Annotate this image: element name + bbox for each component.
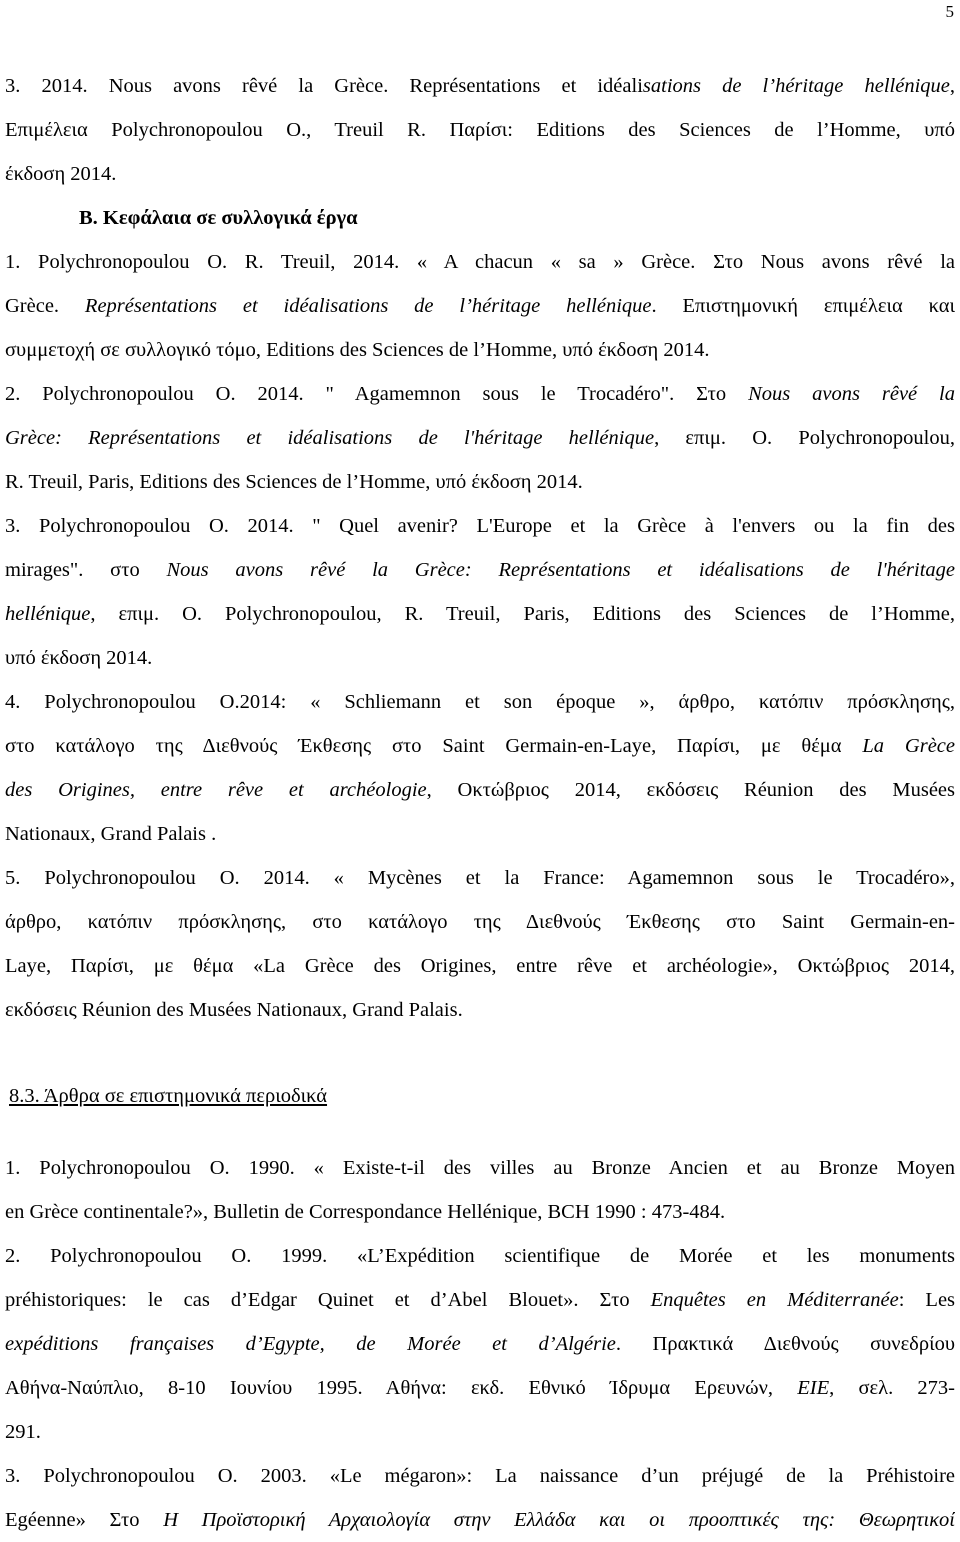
text: , επιμ. O. Polychronopoulou, R. Treuil, Paris, Editions des Sciences de l’Homme,: [90, 603, 955, 625]
ref-a3-line-3: έκδοση 2014.: [5, 163, 117, 185]
ref-b2-line-2: [5, 416, 955, 460]
italic-title: Enquêtes en Méditerranée: [650, 1289, 899, 1311]
spacer: [5, 1032, 955, 1074]
italic-title: Η Προϊστορική Αρχαιολογία στην Ελλάδα και οι προοπτικές της: Θεωρητικοί: [163, 1509, 955, 1531]
ref-b1-line-2: [5, 284, 955, 328]
ref-b3-line-1: 3. Polychronopoulou O. 2014. " Quel avenir? L'Europe et la Grèce à l'envers ou la fin des: [5, 515, 955, 537]
text: Αθήνα-Ναύπλιο, 8-10 Ιουνίου 1995. Αθήνα: εκδ. Εθνικό Ίδρυμα Ερευνών,: [5, 1377, 798, 1399]
ref-b3-line-4: υπό έκδοση 2014.: [5, 647, 153, 669]
text: 3. 2014. Nous avons rêvé la Grèce. Représentations et idéali: [5, 75, 643, 97]
ref-83-2-line-3: [5, 1322, 955, 1366]
italic-title: sations de l’héritage hellénique: [642, 75, 950, 97]
italic-title: Nous avons rêvé la: [748, 383, 955, 405]
italic-title: expéditions françaises d’Egypte, de Morée et d’Algérie: [5, 1333, 616, 1355]
text: στο κατάλογο της Διεθνούς Έκθεσης στο Saint Germain-en-Laye, Παρίσι, με θέμα: [5, 735, 863, 757]
text: : Les: [898, 1289, 955, 1311]
section-8-3-heading: [5, 1074, 955, 1118]
ref-b4-line-2: [5, 724, 955, 768]
italic-title: hellénique: [5, 603, 91, 625]
ref-b3-line-2: [5, 548, 955, 592]
text: préhistoriques: le cas d’Edgar Quinet et d’Abel Blouet». Στο: [5, 1289, 651, 1311]
ref-b5-line-1: 5. Polychronopoulou O. 2014. « Mycènes et la France: Agamemnon sous le Trocadéro»,: [5, 867, 955, 889]
ref-b5-line-3: Laye, Παρίσι, με θέμα «La Grèce des Origines, entre rêve et archéologie», Οκτώβριος 2014,: [5, 955, 955, 977]
page-number: 5: [945, 2, 954, 21]
ref-83-2-line-5: 291.: [5, 1421, 41, 1443]
ref-b4-line-3: [5, 768, 955, 812]
text: 2. Polychronopoulou O. 2014. " Agamemnon sous le Trocadéro". Στο: [5, 383, 749, 405]
text: Grèce.: [5, 295, 85, 317]
text: mirages". στο: [5, 559, 167, 581]
ref-83-3-line-2: [5, 1498, 955, 1542]
ref-b3-line-3: [5, 592, 955, 636]
ref-b4-line-1: 4. Polychronopoulou O.2014: « Schliemann et son époque », άρθρο, κατόπιν πρόσκλησης,: [5, 691, 955, 713]
ref-83-2-line-1: 2. Polychronopoulou O. 1999. «L’Expédition scientifique de Morée et les monuments: [5, 1245, 955, 1267]
ref-b5-line-4: εκδόσεις Réunion des Musées Nationaux, Grand Palais.: [5, 999, 463, 1021]
ref-a3-line-1: [5, 64, 955, 108]
ref-83-1-line-1: 1. Polychronopoulou O. 1990. « Existe-t-il des villes au Bronze Ancien et au Bronze Moyen: [5, 1157, 955, 1179]
ref-83-2-line-2: [5, 1278, 955, 1322]
italic-title: La Grèce: [862, 735, 955, 757]
italic-title: Nous avons rêvé la Grèce: Représentations et idéalisations de l'héritage: [166, 559, 955, 581]
text: Egéenne» Στο: [5, 1509, 164, 1531]
ref-a3-line-2: Επιμέλεια Polychronopoulou O., Treuil R. Παρίσι: Editions des Sciences de l’Homme, υπό: [5, 119, 955, 141]
ref-83-1-line-2: en Grèce continentale?», Bulletin de Correspondance Hellénique, BCH 1990 : 473-484.: [5, 1201, 726, 1223]
ref-b1-line-3: συμμετοχή σε συλλογικό τόμο, Editions des Sciences de l’Homme, υπό έκδοση 2014.: [5, 339, 710, 361]
spacer: [5, 1118, 955, 1146]
italic-title: des Origines, entre rêve et archéologie: [5, 779, 427, 801]
text: . Πρακτικά Διεθνούς συνεδρίου: [615, 1333, 955, 1355]
ref-b2-line-3: R. Treuil, Paris, Editions des Sciences de l’Homme, υπό έκδοση 2014.: [5, 471, 583, 493]
ref-83-3-line-1: 3. Polychronopoulou O. 2003. «Le mégaron»: La naissance d’un préjugé de la Préhistoire: [5, 1465, 955, 1487]
section-b-heading: B. Κεφάλαια σε συλλογικά έργα: [79, 207, 358, 229]
text: . Επιστημονική επιμέλεια και: [651, 295, 955, 317]
text: ,: [949, 75, 955, 97]
document-body: [5, 64, 955, 1542]
ref-b1-line-1: 1. Polychronopoulou O. R. Treuil, 2014. « A chacun « sa » Grèce. Στο Nous avons rêvé la: [5, 251, 955, 273]
italic-title: Grèce: Représentations et idéalisations de l'héritage hellénique: [5, 427, 655, 449]
ref-b2-line-1: [5, 372, 955, 416]
text: , σελ. 273-: [829, 1377, 955, 1399]
ref-b5-line-2: άρθρο, κατόπιν πρόσκλησης, στο κατάλογο της Διεθνούς Έκθεσης στο Saint Germain-en-: [5, 911, 955, 933]
italic-title: Représentations et idéalisations de l’héritage hellénique: [84, 295, 652, 317]
text: , Οκτώβριος 2014, εκδόσεις Réunion des Musées: [426, 779, 955, 801]
italic-title: ΕΙΕ: [797, 1377, 830, 1399]
text: , επιμ. O. Polychronopoulou,: [654, 427, 955, 449]
heading-text: 8.3. Άρθρα σε επιστημονικά περιοδικά: [9, 1085, 328, 1107]
ref-83-2-line-4: [5, 1366, 955, 1410]
ref-b4-line-4: Nationaux, Grand Palais .: [5, 823, 217, 845]
